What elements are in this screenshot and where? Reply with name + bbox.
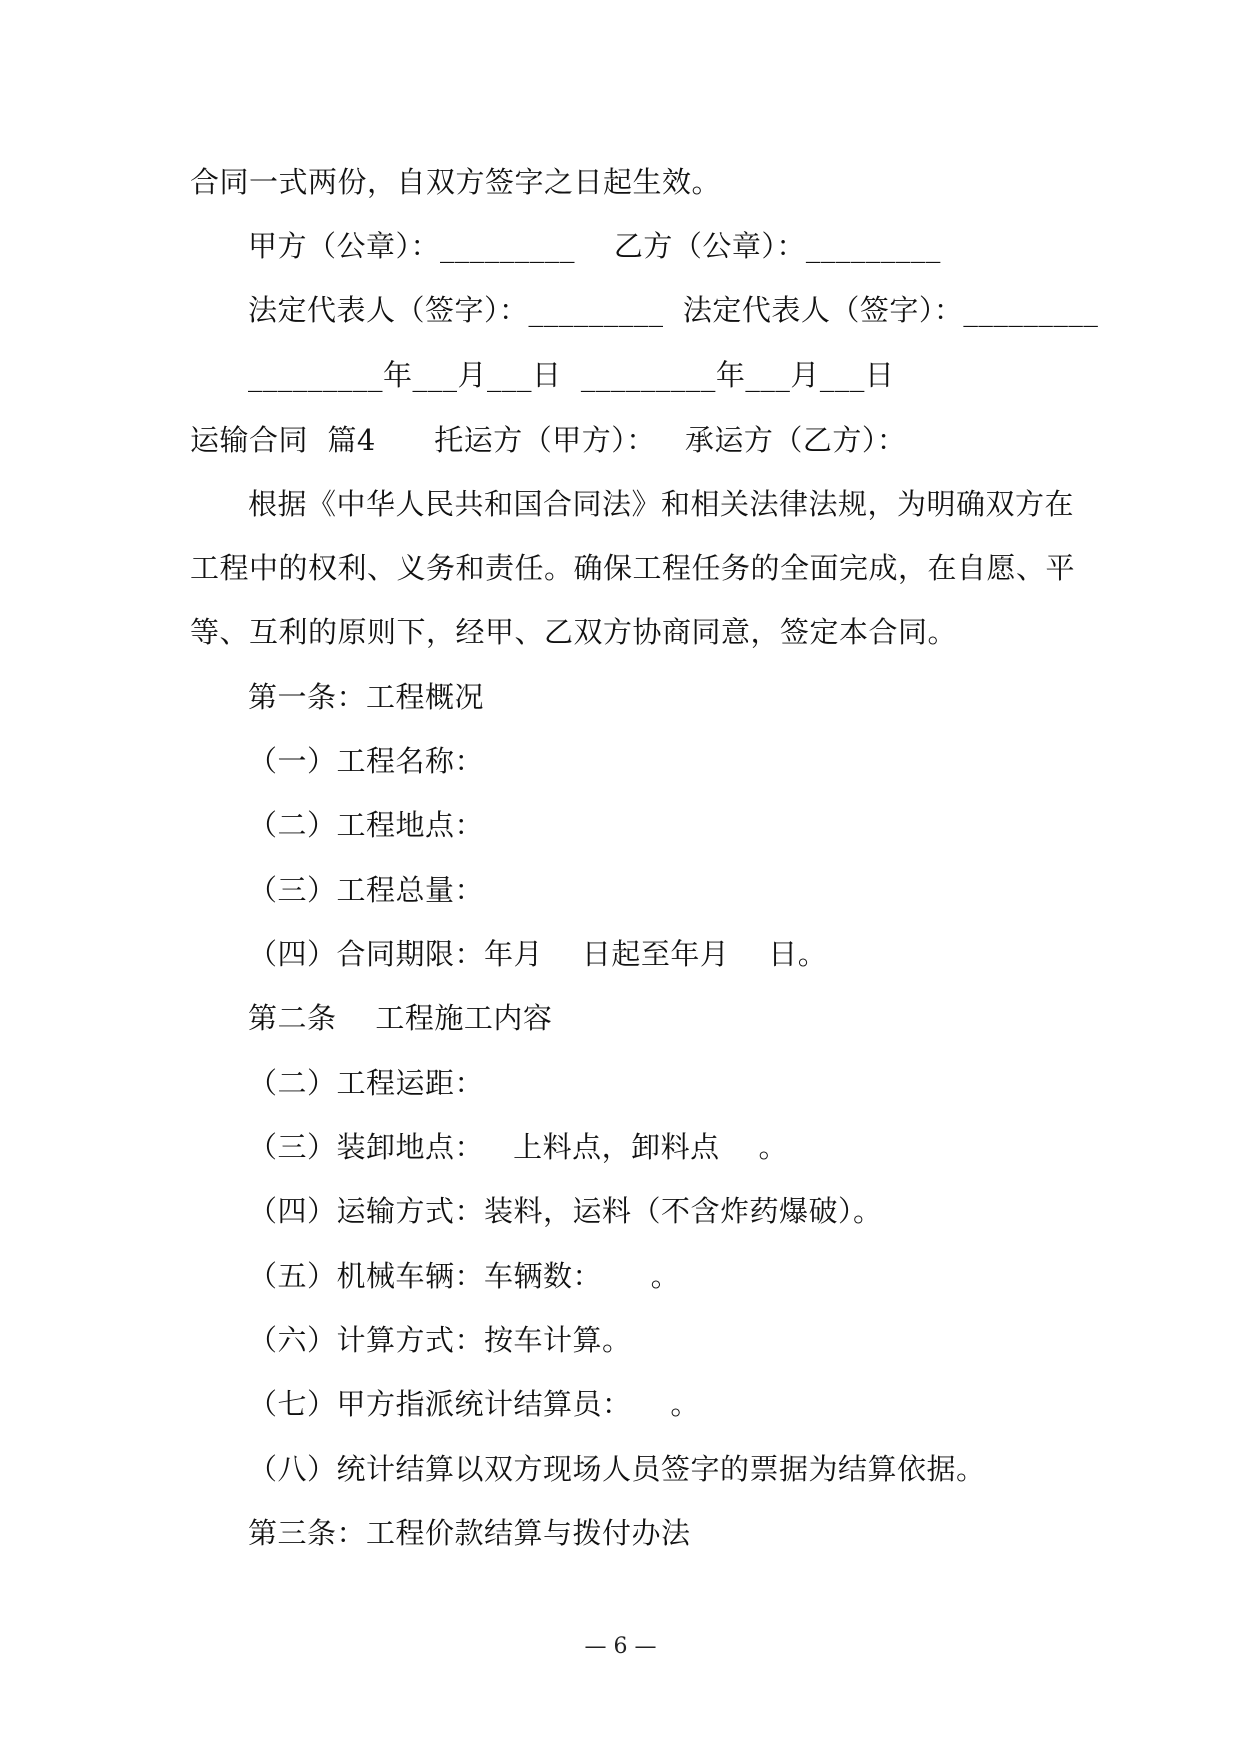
clause-item: （二）工程地点： [248, 808, 485, 842]
text-line: 根据《中华人民共和国合同法》和相关法律法规，为明确双方在 [248, 487, 1075, 521]
signature-rep-line: 法定代表人（签字）：_________ 法定代表人（签字）：_________ [248, 293, 1099, 327]
clause-item: （四）运输方式：装料，运料（不含炸药爆破）。 [248, 1194, 883, 1228]
clause-item: （八）统计结算以双方现场人员签字的票据为结算依据。 [248, 1452, 986, 1486]
clause-item: （四）合同期限：年月 日起至年月 日。 [248, 937, 828, 971]
page-number: — 6 — [584, 1634, 657, 1659]
clause-item: （一）工程名称： [248, 744, 485, 778]
clause-heading: 第一条：工程概况 [248, 680, 485, 714]
clause-item: （三）装卸地点： 上料点，卸料点 。 [248, 1130, 789, 1164]
clause-item: （七）甲方指派统计结算员： 。 [248, 1387, 700, 1421]
clause-item: （五）机械车辆：车辆数： 。 [248, 1259, 681, 1293]
text-line: 工程中的权利、义务和责任。确保工程任务的全面完成，在自愿、平 [190, 551, 1076, 585]
clause-heading: 第二条 工程施工内容 [248, 1001, 553, 1035]
text-line: 等、互利的原则下，经甲、乙双方协商同意，签定本合同。 [190, 615, 958, 649]
clause-heading: 第三条：工程价款结算与拨付办法 [248, 1516, 691, 1550]
clause-item: （三）工程总量： [248, 873, 485, 907]
section-heading: 运输合同 篇4 托运方（甲方）： 承运方（乙方）： [190, 423, 907, 457]
clause-item: （六）计算方式：按车计算。 [248, 1323, 632, 1357]
text-line: 合同一式两份，自双方签字之日起生效。 [190, 165, 722, 199]
signature-date-line: _________年___月___日 _________年___月___日 [248, 358, 895, 392]
signature-seal-line: 甲方（公章）：_________ 乙方（公章）：_________ [248, 229, 941, 263]
clause-item: （二）工程运距： [248, 1066, 485, 1100]
